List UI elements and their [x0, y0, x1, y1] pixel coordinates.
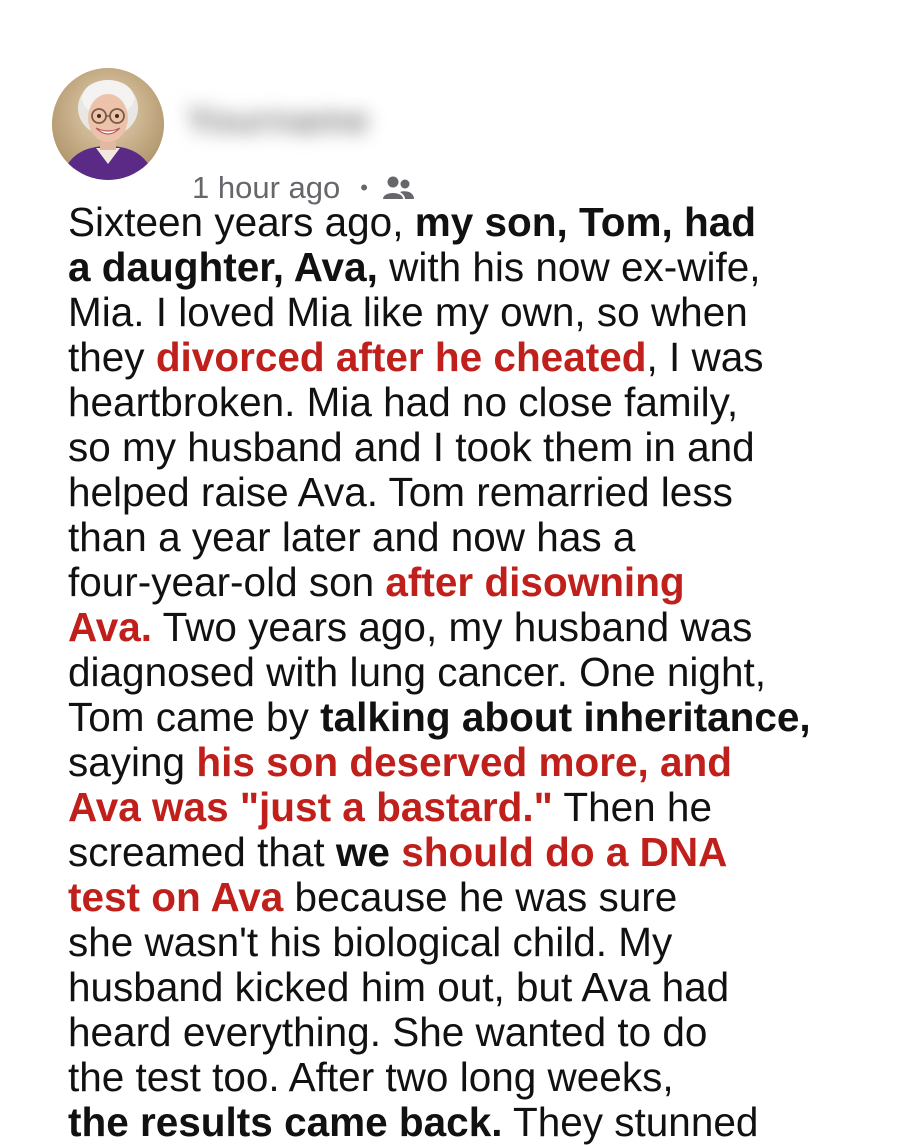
story-highlight-bold: talking about inheritance,: [320, 694, 811, 740]
story-highlight-red: after disowning: [385, 559, 685, 605]
story-text: the test too. After two long weeks,: [68, 1054, 674, 1100]
story-line: [68, 875, 898, 920]
story-highlight-red: should do a DNA: [401, 829, 728, 875]
story-text: heartbroken. Mia had no close family,: [68, 379, 739, 425]
story-line: [68, 605, 898, 650]
story-line: [68, 200, 898, 245]
story-text: Two years ago, my husband was: [152, 604, 753, 650]
story-highlight-red: Ava was "just a bastard.": [68, 784, 553, 830]
story-highlight-bold: a daughter, Ava,: [68, 244, 378, 290]
avatar-photo: [52, 68, 164, 180]
meta-separator: •: [360, 175, 368, 200]
story-text: because he was sure: [283, 874, 678, 920]
story-line: [68, 560, 898, 605]
story-text: They stunned: [502, 1099, 759, 1145]
author-name[interactable]: Yourname: [186, 100, 370, 142]
story-line: [68, 1010, 898, 1055]
story-highlight-red: Ava.: [68, 604, 153, 650]
story-highlight-bold: the results came back.: [68, 1099, 503, 1145]
story-line: [68, 740, 898, 785]
story-line: [68, 290, 898, 335]
story-text: than a year later and now has a: [68, 514, 636, 560]
story-text: Then he: [552, 784, 712, 830]
story-line: [68, 515, 898, 560]
story-line: [68, 1100, 898, 1145]
avatar[interactable]: [52, 68, 164, 180]
story-text: four-year-old son: [68, 559, 386, 605]
story-line: [68, 380, 898, 425]
story-text: heard everything. She wanted to do: [68, 1009, 708, 1055]
story-text: , I was: [646, 334, 764, 380]
story-highlight-bold: we: [335, 829, 390, 875]
story-line: [68, 920, 898, 965]
story-text: diagnosed with lung cancer. One night,: [68, 649, 766, 695]
story-text: [390, 829, 401, 875]
story-highlight-red: test on Ava: [68, 874, 284, 920]
story-highlight-red: his son deserved more, and: [196, 739, 733, 785]
story-text: screamed that: [68, 829, 336, 875]
story-text: so my husband and I took them in and: [68, 424, 755, 470]
post-body-text: [68, 200, 898, 1145]
story-text: Mia. I loved Mia like my own, so when: [68, 289, 748, 335]
story-text: she wasn't his biological child. My: [68, 919, 673, 965]
story-line: [68, 650, 898, 695]
story-text: they: [68, 334, 156, 380]
post-header: [0, 0, 912, 210]
story-line: [68, 1055, 898, 1100]
story-line: [68, 425, 898, 470]
story-line: [68, 470, 898, 515]
story-line: [68, 335, 898, 380]
story-highlight-bold: my son, Tom, had: [414, 199, 756, 245]
story-text: with his now ex-wife,: [377, 244, 761, 290]
story-text: Tom came by: [68, 694, 321, 740]
story-text: helped raise Ava. Tom remarried less: [68, 469, 733, 515]
story-text: Sixteen years ago,: [68, 199, 415, 245]
story-line: [68, 785, 898, 830]
story-text: husband kicked him out, but Ava had: [68, 964, 730, 1010]
post-timestamp[interactable]: 1 hour ago: [192, 170, 341, 205]
story-text: saying: [68, 739, 197, 785]
story-line: [68, 965, 898, 1010]
story-line: [68, 245, 898, 290]
story-highlight-red: divorced after he cheated: [155, 334, 647, 380]
story-line: [68, 695, 898, 740]
story-line: [68, 830, 898, 875]
